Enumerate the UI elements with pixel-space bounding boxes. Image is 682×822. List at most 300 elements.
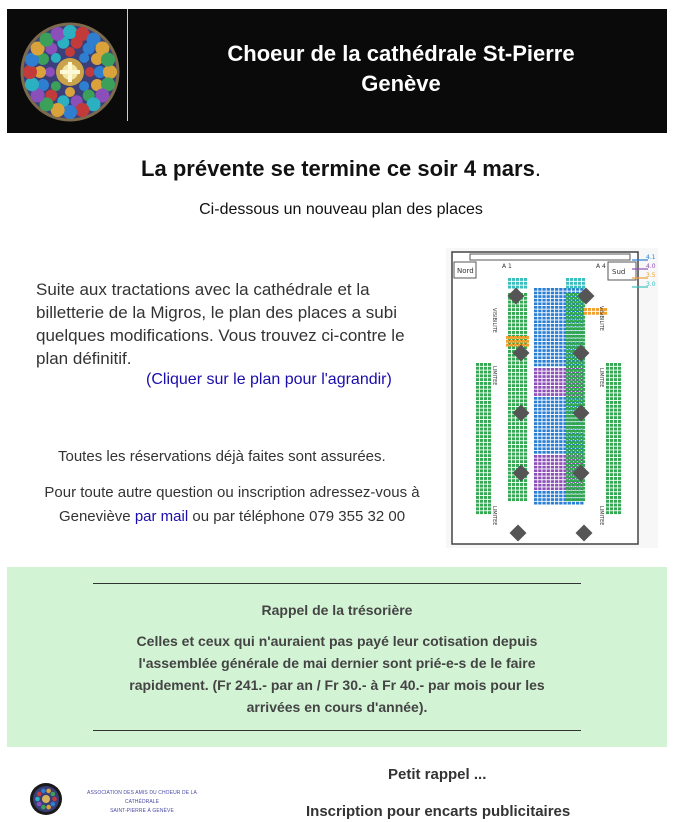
seat	[574, 331, 577, 334]
seat	[606, 435, 609, 438]
seat	[551, 390, 554, 393]
seat	[555, 324, 558, 327]
seat	[574, 498, 577, 501]
seat	[547, 455, 550, 458]
seat	[488, 374, 491, 377]
seat	[484, 405, 487, 408]
seat	[534, 328, 537, 331]
seat	[508, 388, 511, 391]
seat	[559, 313, 562, 316]
seat	[574, 418, 577, 421]
seat	[551, 295, 554, 298]
seat	[538, 462, 541, 465]
seat	[559, 487, 562, 490]
seat	[618, 481, 621, 484]
seat	[508, 472, 511, 475]
seat	[618, 405, 621, 408]
seat	[559, 364, 562, 367]
seat	[534, 433, 537, 436]
seat	[551, 299, 554, 302]
seat	[538, 426, 541, 429]
seat	[534, 353, 537, 356]
seat	[570, 388, 573, 391]
seat	[512, 468, 515, 471]
seat	[584, 312, 587, 315]
seat	[524, 418, 527, 421]
seat	[580, 502, 583, 505]
seat	[551, 372, 554, 375]
title-line-1: Choeur de la cathédrale St-Pierre	[227, 41, 575, 66]
seat	[614, 443, 617, 446]
seat	[542, 386, 545, 389]
seat	[555, 372, 558, 375]
seat	[614, 386, 617, 389]
seat	[582, 342, 585, 345]
seat	[547, 459, 550, 462]
seat	[508, 498, 511, 501]
seat	[551, 342, 554, 345]
association-name-line-2: SAINT-PIERRE À GENÈVE	[110, 808, 174, 814]
seat	[508, 415, 511, 418]
seat	[512, 327, 515, 330]
seat	[524, 487, 527, 490]
seat	[480, 378, 483, 381]
seat	[574, 342, 577, 345]
seat	[512, 475, 515, 478]
seat	[578, 342, 581, 345]
seat	[578, 498, 581, 501]
seat	[592, 312, 595, 315]
seat	[610, 481, 613, 484]
seat	[508, 320, 511, 323]
seat	[508, 479, 511, 482]
seat	[524, 380, 527, 383]
seat	[542, 498, 545, 501]
rose-petal	[85, 67, 95, 77]
seat	[524, 323, 527, 326]
seat	[570, 361, 573, 364]
seat	[534, 487, 537, 490]
seat	[570, 449, 573, 452]
seat	[559, 447, 562, 450]
seat	[559, 408, 562, 411]
seat	[582, 483, 585, 486]
seat	[508, 494, 511, 497]
seat	[559, 419, 562, 422]
seat	[520, 373, 523, 376]
seat	[508, 434, 511, 437]
seat	[618, 382, 621, 385]
seat	[524, 286, 527, 289]
seat	[566, 377, 569, 380]
seat	[618, 485, 621, 488]
seat	[488, 405, 491, 408]
seat	[480, 416, 483, 419]
seat	[542, 302, 545, 305]
seat	[547, 324, 550, 327]
seat	[538, 382, 541, 385]
seat	[559, 372, 562, 375]
seat	[614, 504, 617, 507]
seat	[520, 430, 523, 433]
seat	[524, 464, 527, 467]
seat	[559, 375, 562, 378]
seat	[618, 496, 621, 499]
seat	[534, 480, 537, 483]
seat	[534, 440, 537, 443]
seat	[614, 458, 617, 461]
seat	[547, 451, 550, 454]
mail-link[interactable]: par mail	[134, 508, 189, 525]
rose-petal	[63, 105, 77, 119]
seat	[559, 415, 562, 418]
seat	[614, 405, 617, 408]
seat	[508, 323, 511, 326]
seat	[508, 373, 511, 376]
seat	[574, 346, 577, 349]
seat	[524, 403, 527, 406]
seat	[524, 426, 527, 429]
seat	[559, 426, 562, 429]
seat	[578, 460, 581, 463]
seat	[524, 301, 527, 304]
seat	[566, 399, 569, 402]
seat	[614, 367, 617, 370]
seat	[488, 371, 491, 374]
seat	[520, 282, 523, 285]
seat	[578, 320, 581, 323]
seat	[516, 456, 519, 459]
seat	[578, 335, 581, 338]
seat	[574, 426, 577, 429]
seat	[566, 407, 569, 410]
seat	[476, 458, 479, 461]
seat	[606, 500, 609, 503]
seat	[610, 447, 613, 450]
contact-text-before: Pour toute autre question ou inscription adressez-vous à Geneviève	[44, 484, 420, 525]
seat	[534, 469, 537, 472]
seat	[488, 428, 491, 431]
seat	[618, 458, 621, 461]
seat	[555, 466, 558, 469]
seat	[578, 491, 581, 494]
seat	[534, 426, 537, 429]
seat	[524, 308, 527, 311]
seat	[582, 361, 585, 364]
seat	[542, 295, 545, 298]
seat	[582, 339, 585, 342]
seat	[484, 412, 487, 415]
seat	[534, 429, 537, 432]
seat	[578, 365, 581, 368]
seat	[538, 455, 541, 458]
enlarge-plan-link[interactable]: (Cliquer sur le plan pour l'agrandir)	[146, 371, 392, 388]
seat	[542, 429, 545, 432]
seat	[566, 304, 569, 307]
seat	[618, 416, 621, 419]
seat	[566, 434, 569, 437]
seat	[538, 440, 541, 443]
seat	[566, 449, 569, 452]
seat	[610, 386, 613, 389]
seat	[524, 494, 527, 497]
rose-petal	[51, 27, 65, 41]
seat	[538, 372, 541, 375]
seat	[606, 378, 609, 381]
seat	[551, 382, 554, 385]
seat	[566, 403, 569, 406]
seat	[555, 353, 558, 356]
seat	[480, 504, 483, 507]
association-name	[76, 789, 208, 816]
seat	[566, 396, 569, 399]
seat	[542, 346, 545, 349]
seat	[480, 431, 483, 434]
seat	[488, 488, 491, 491]
seat	[614, 496, 617, 499]
seat	[524, 312, 527, 315]
seat	[578, 487, 581, 490]
seat	[551, 349, 554, 352]
seat	[484, 458, 487, 461]
seat	[484, 424, 487, 427]
seat	[476, 469, 479, 472]
rose-petal	[65, 47, 75, 57]
seat	[488, 393, 491, 396]
seat	[582, 403, 585, 406]
seat	[574, 339, 577, 342]
seat	[524, 456, 527, 459]
seat	[610, 367, 613, 370]
header-divider	[127, 9, 128, 121]
seat	[547, 404, 550, 407]
seat	[516, 441, 519, 444]
seat	[547, 295, 550, 298]
seat	[508, 312, 511, 315]
seat	[574, 293, 577, 296]
seat	[547, 338, 550, 341]
seat	[582, 494, 585, 497]
seat	[606, 416, 609, 419]
rose-petal	[101, 53, 115, 67]
seat	[551, 364, 554, 367]
seat	[570, 407, 573, 410]
seat	[476, 477, 479, 480]
seat	[516, 323, 519, 326]
seat	[618, 462, 621, 465]
seat	[570, 415, 573, 418]
seat	[570, 373, 573, 376]
seat	[566, 415, 569, 418]
seat	[570, 494, 573, 497]
seat	[578, 373, 581, 376]
seat	[610, 405, 613, 408]
seat	[476, 393, 479, 396]
seat	[551, 484, 554, 487]
seat	[559, 440, 562, 443]
seat	[538, 433, 541, 436]
seat	[488, 401, 491, 404]
seat	[559, 356, 562, 359]
seat	[618, 439, 621, 442]
seat	[547, 397, 550, 400]
new-plan-subhead: Ci-dessous un nouveau plan des places	[199, 201, 483, 218]
seat	[570, 464, 573, 467]
seat	[582, 316, 585, 319]
seat	[559, 480, 562, 483]
seat	[508, 346, 511, 349]
seat	[516, 380, 519, 383]
seat	[516, 308, 519, 311]
seat	[542, 422, 545, 425]
seat	[559, 335, 562, 338]
seat	[538, 451, 541, 454]
seat	[547, 415, 550, 418]
seat	[534, 324, 537, 327]
seat	[508, 418, 511, 421]
seat	[524, 377, 527, 380]
seat	[570, 293, 573, 296]
seat	[488, 507, 491, 510]
seat	[574, 396, 577, 399]
seat	[547, 444, 550, 447]
plan-label-visibilite-right: VISIBILITE	[598, 306, 604, 331]
seat	[542, 393, 545, 396]
seat	[566, 301, 569, 304]
seat	[520, 331, 523, 334]
seat	[555, 498, 558, 501]
seat	[538, 419, 541, 422]
seat	[566, 430, 569, 433]
seat	[610, 507, 613, 510]
seat	[520, 487, 523, 490]
seat	[542, 491, 545, 494]
seat	[508, 392, 511, 395]
seat	[574, 445, 577, 448]
seat	[614, 477, 617, 480]
seat	[520, 365, 523, 368]
seat	[476, 462, 479, 465]
seat	[480, 397, 483, 400]
seat	[542, 447, 545, 450]
seat	[542, 379, 545, 382]
seat	[488, 378, 491, 381]
seat	[534, 484, 537, 487]
seat	[570, 445, 573, 448]
seat	[512, 304, 515, 307]
logo-petal	[37, 792, 42, 797]
seat	[566, 483, 569, 486]
seat	[520, 278, 523, 281]
seat	[618, 378, 621, 381]
seat	[476, 386, 479, 389]
seat	[516, 430, 519, 433]
seat	[534, 477, 537, 480]
seat	[570, 358, 573, 361]
seat	[547, 356, 550, 359]
seat	[476, 371, 479, 374]
seat	[480, 401, 483, 404]
seat	[570, 282, 573, 285]
title-line-2: Genève	[361, 71, 441, 96]
seat	[610, 374, 613, 377]
seat	[614, 473, 617, 476]
seat	[488, 466, 491, 469]
seat	[566, 464, 569, 467]
seat	[551, 338, 554, 341]
seat	[512, 464, 515, 467]
seat	[508, 365, 511, 368]
seat	[559, 360, 562, 363]
headline-period: .	[534, 156, 541, 181]
seat	[476, 431, 479, 434]
seat	[508, 282, 511, 285]
seat	[484, 397, 487, 400]
seat	[566, 487, 569, 490]
seat	[551, 498, 554, 501]
seat	[524, 483, 527, 486]
seat	[610, 397, 613, 400]
seat	[542, 459, 545, 462]
seat	[582, 422, 585, 425]
seat	[570, 316, 573, 319]
seat	[566, 426, 569, 429]
seat	[555, 292, 558, 295]
seat	[555, 473, 558, 476]
seat	[476, 435, 479, 438]
seat	[566, 422, 569, 425]
seat	[606, 405, 609, 408]
seat	[534, 372, 537, 375]
seat	[618, 412, 621, 415]
seat	[547, 447, 550, 450]
seat	[520, 384, 523, 387]
seat	[610, 420, 613, 423]
seat	[508, 460, 511, 463]
seat	[559, 495, 562, 498]
plan-label-limitee-right: LIMITEE	[598, 368, 604, 388]
seat	[542, 310, 545, 313]
seat	[526, 344, 529, 347]
seat	[570, 399, 573, 402]
seat	[559, 502, 562, 505]
seat	[508, 422, 511, 425]
seat	[476, 397, 479, 400]
seat	[538, 473, 541, 476]
seat	[484, 363, 487, 366]
seat	[614, 393, 617, 396]
seat	[512, 407, 515, 410]
seat	[547, 484, 550, 487]
seat	[520, 498, 523, 501]
seating-plan-image[interactable]	[446, 248, 658, 548]
seat	[547, 313, 550, 316]
seat	[574, 282, 577, 285]
seat	[551, 317, 554, 320]
seat	[570, 475, 573, 478]
rose-petal	[63, 25, 77, 39]
seat	[518, 336, 521, 339]
seat	[524, 373, 527, 376]
seat	[551, 495, 554, 498]
seat	[534, 313, 537, 316]
seat	[547, 328, 550, 331]
seat	[480, 473, 483, 476]
seat	[606, 477, 609, 480]
seat	[582, 434, 585, 437]
seat	[551, 447, 554, 450]
seat	[555, 433, 558, 436]
